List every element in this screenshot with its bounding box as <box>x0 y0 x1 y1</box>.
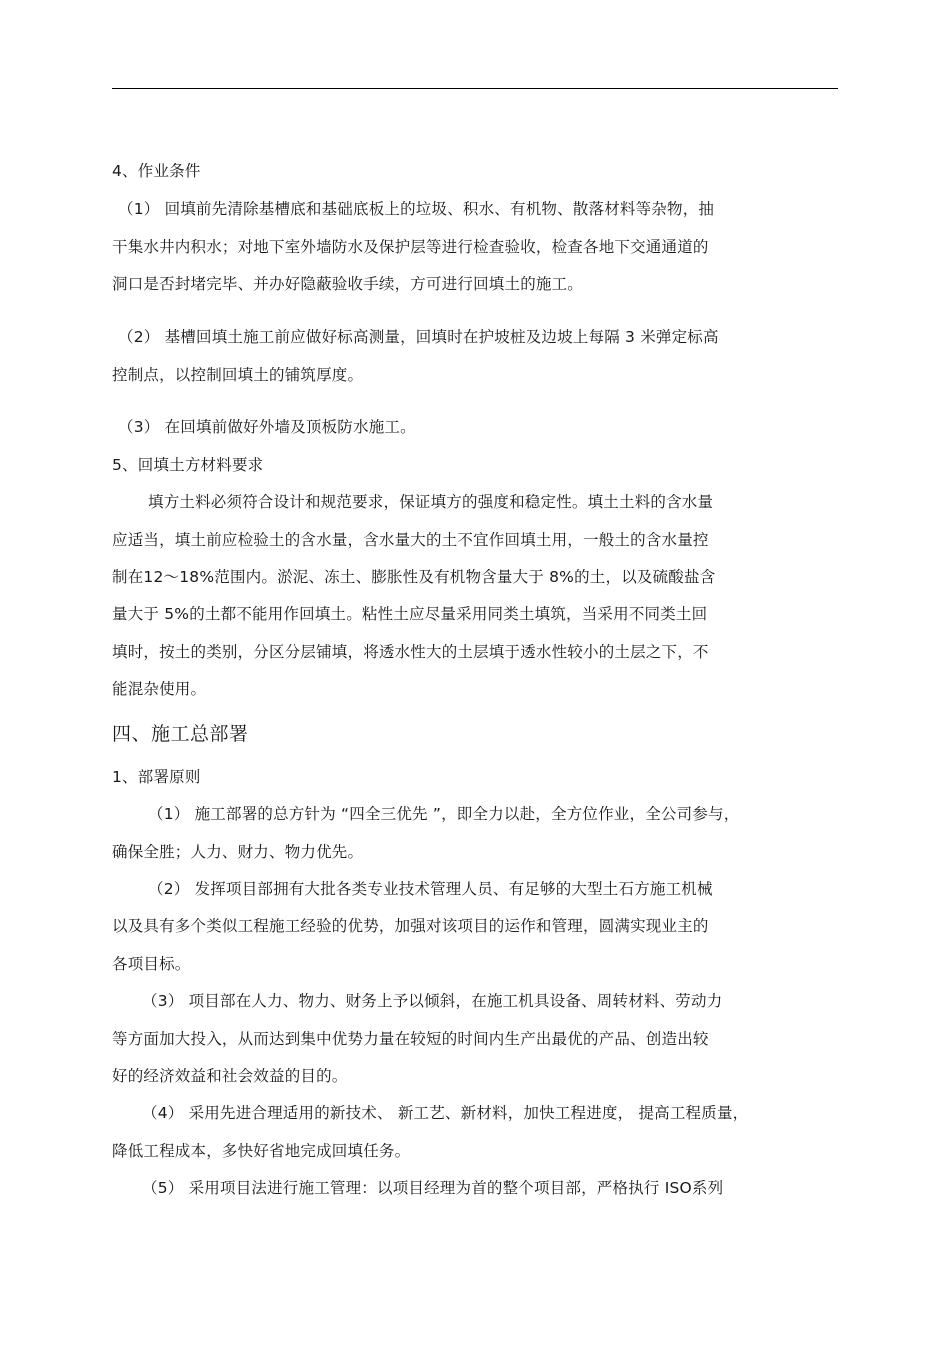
paragraph-line: （1） 施工部署的总方针为 “四全三优先 ”，即全力以赴，全方位作业，全公司参与， <box>148 805 740 823</box>
paragraph-line: （1） 回填前先清除基槽底和基础底板上的垃圾、积水、有机物、散落材料等杂物，抽 <box>118 200 715 218</box>
paragraph-line: 降低工程成本，多快好省地完成回填任务。 <box>112 1142 411 1160</box>
section-5-title: 5、回填土方材料要求 <box>112 456 264 474</box>
paragraph-line: （2） 发挥项目部拥有大批各类专业技术管理人员、有足够的大型土石方施工机械 <box>148 880 713 898</box>
paragraph-line: 控制点，以控制回填土的铺筑厚度。 <box>112 366 364 384</box>
paragraph-line: 填方土料必须符合设计和规范要求，保证填方的强度和稳定性。填土土料的含水量 <box>148 493 714 511</box>
paragraph-line: （3） 项目部在人力、物力、财务上予以倾斜，在施工机具设备、周转材料、劳动力 <box>142 992 723 1010</box>
header-rule <box>112 88 838 89</box>
paragraph-line: 等方面加大投入，从而达到集中优势力量在较短的时间内生产出最优的产品、创造出较 <box>112 1030 709 1048</box>
paragraph-line: （4） 采用先进合理适用的新技术、 新工艺、新材料，加快工程进度， 提高工程质量， <box>142 1104 749 1122</box>
paragraph-line: 填时，按土的类别，分区分层铺填，将透水性大的土层填于透水性较小的土层之下，不 <box>112 643 709 661</box>
paragraph-line: 洞口是否封堵完毕、并办好隐蔽验收手续，方可进行回填土的施工。 <box>112 275 584 293</box>
chapter-4-title: 四、施工总部署 <box>112 723 249 745</box>
paragraph-line: 确保全胜；人力、财力、物力优先。 <box>112 843 364 861</box>
section-1-title: 1、部署原则 <box>112 768 201 786</box>
paragraph-line: 干集水井内积水；对地下室外墙防水及保护层等进行检查验收，检查各地下交通通道的 <box>112 238 709 256</box>
paragraph-line: （2） 基槽回填土施工前应做好标高测量，回填时在护坡桩及边坡上每隔 3 米弹定标高 <box>118 328 719 346</box>
paragraph-line: 各项目标。 <box>112 955 191 973</box>
section-4-title: 4、作业条件 <box>112 162 201 180</box>
paragraph-line: 应适当，填土前应检验土的含水量，含水量大的土不宜作回填土用，一般土的含水量控 <box>112 531 709 549</box>
paragraph-line: （3） 在回填前做好外墙及顶板防水施工。 <box>118 418 416 436</box>
paragraph-line: 好的经济效益和社会效益的目的。 <box>112 1067 348 1085</box>
paragraph-line: 以及具有多个类似工程施工经验的优势，加强对该项目的运作和管理，圆满实现业主的 <box>112 917 709 935</box>
paragraph-line: 制在12～18%范围内。淤泥、冻土、膨胀性及有机物含量大于 8%的土，以及硫酸盐含 <box>112 568 716 586</box>
paragraph-line: 量大于 5%的土都不能用作回填土。粘性土应尽量采用同类土填筑，当采用不同类土回 <box>112 605 708 623</box>
paragraph-line: 能混杂使用。 <box>112 680 207 698</box>
paragraph-line: （5） 采用项目法进行施工管理：以项目经理为首的整个项目部，严格执行 ISO系列 <box>142 1179 724 1197</box>
